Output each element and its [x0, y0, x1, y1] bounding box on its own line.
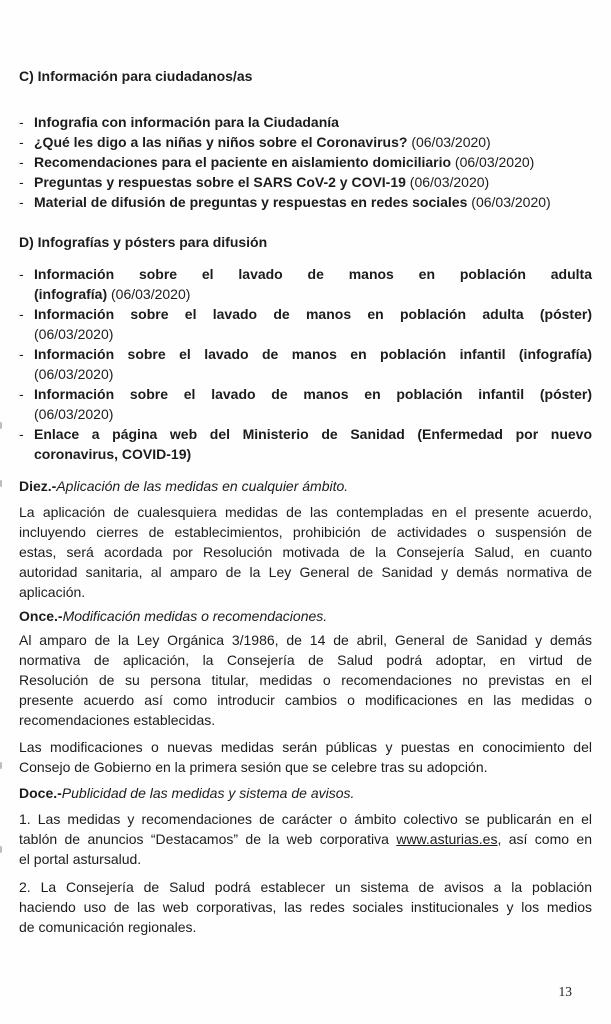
- text-segment: Información sobre el lavado de manos en población infantil (infografía): [34, 346, 592, 362]
- bullet-dash: -: [19, 386, 24, 402]
- bullet-dash: -: [19, 194, 24, 210]
- text-segment: Material de difusión de preguntas y respuestas en redes sociales: [34, 194, 468, 210]
- text-segment: Consejo de Gobierno en la primera sesión que se celebre tras su adopción.: [19, 759, 488, 775]
- scan-artifact: [0, 480, 2, 487]
- text-segment: tablón de anuncios “Destacamos” de la web corporativa: [19, 831, 397, 847]
- text-segment: (06/03/2020): [34, 366, 114, 382]
- bullet-dash: -: [19, 134, 24, 150]
- text-segment: , así como en: [497, 831, 592, 847]
- once-paragraph-1: [19, 630, 592, 730]
- bullet-dash: -: [19, 154, 24, 170]
- list-item: [19, 384, 592, 424]
- text-line: [34, 364, 592, 384]
- text-line: [19, 522, 592, 542]
- text-segment: autoridad sanitaria, al amparo de la Ley General de Sanidad y demás normativa de: [19, 564, 592, 580]
- text-line: [19, 542, 592, 562]
- text-line: [19, 829, 592, 849]
- bullet-dash: -: [19, 426, 24, 442]
- list-item: [19, 172, 592, 192]
- list-item: [19, 192, 592, 212]
- text-segment: Diez.-: [19, 478, 57, 494]
- text-line: [19, 232, 592, 252]
- diez-paragraph: [19, 502, 592, 602]
- doce-paragraph-1: [19, 809, 592, 869]
- text-segment: (06/03/2020): [407, 134, 491, 150]
- text-line: [19, 897, 592, 917]
- text-segment: normativa de aplicación, la Consejería de Salud podrá adoptar, en virtud de: [19, 652, 592, 668]
- asturias-link[interactable]: www.asturias.es: [396, 831, 498, 847]
- list-item: [19, 304, 592, 344]
- list-item: [19, 264, 592, 304]
- text-line: [34, 112, 592, 132]
- text-line: [19, 757, 592, 777]
- text-line: [19, 502, 592, 522]
- text-line: [19, 606, 592, 626]
- text-segment: Infografia con información para la Ciudadanía: [34, 114, 339, 130]
- text-line: [19, 562, 592, 582]
- text-segment: presente acuerdo así como introducir cambios o modificaciones en las medidas o: [19, 692, 592, 708]
- text-segment: D) Infografías y pósters para difusión: [19, 234, 268, 250]
- text-segment: 1. Las medidas y recomendaciones de carácter o ámbito colectivo se publicarán en el: [19, 811, 592, 827]
- list-item: [19, 424, 592, 464]
- doce-heading: [19, 783, 592, 803]
- text-line: [19, 917, 592, 937]
- list-item: [19, 132, 592, 152]
- section-d-heading: [19, 232, 592, 252]
- text-line: [19, 737, 592, 757]
- text-segment: coronavirus, COVID-19): [34, 446, 192, 462]
- text-line: [19, 670, 592, 690]
- text-line: [19, 809, 592, 829]
- scan-artifact: [0, 422, 2, 429]
- doce-paragraph-2: [19, 877, 592, 937]
- text-segment: (06/03/2020): [34, 406, 114, 422]
- text-line: [19, 650, 592, 670]
- text-segment: Información sobre el lavado de manos en población adulta (póster): [34, 306, 592, 322]
- bullet-dash: -: [19, 174, 24, 190]
- text-line: [34, 192, 592, 212]
- scan-artifact: [0, 846, 2, 853]
- text-segment: La aplicación de cualesquiera medidas de las contempladas en el presente acuerdo,: [19, 504, 592, 520]
- text-line: [34, 264, 592, 284]
- text-segment: de comunicación regionales.: [19, 919, 197, 935]
- text-segment: incluyendo cierres de establecimientos, prohibición de actividades o suspensión de: [19, 524, 592, 540]
- text-line: [19, 783, 592, 803]
- text-segment: Las modificaciones o nuevas medidas serán públicas y puestas en conocimiento del: [19, 739, 592, 755]
- text-line: [19, 630, 592, 650]
- page-number: 13: [558, 984, 572, 999]
- bullet-dash: -: [19, 306, 24, 322]
- text-line: [34, 284, 592, 304]
- text-segment: Enlace a página web del Ministerio de Sanidad (Enfermedad por nuevo: [34, 426, 592, 442]
- text-segment: (06/03/2020): [467, 194, 551, 210]
- text-segment: Once.-: [19, 608, 63, 624]
- list-item: [19, 152, 592, 172]
- text-segment: Información sobre el lavado de manos en población adulta: [34, 266, 592, 282]
- page-content: [19, 66, 592, 937]
- text-segment: Preguntas y respuestas sobre el SARS CoV-2 y COVI-19: [34, 174, 406, 190]
- text-line: [19, 66, 592, 86]
- text-line: [34, 344, 592, 364]
- text-line: [34, 324, 592, 344]
- diez-heading: [19, 476, 592, 496]
- text-segment: Recomendaciones para el paciente en aislamiento domiciliario: [34, 154, 452, 170]
- once-paragraph-2: [19, 737, 592, 777]
- list-item: [19, 344, 592, 384]
- list-item: [19, 112, 592, 132]
- text-segment: (06/03/2020): [451, 154, 535, 170]
- text-line: [34, 384, 592, 404]
- text-segment: 2. La Consejería de Salud podrá establecer un sistema de avisos a la población: [19, 879, 592, 895]
- text-segment: aplicación.: [19, 584, 86, 600]
- text-line: [19, 690, 592, 710]
- text-line: [19, 710, 592, 730]
- text-segment: Aplicación de las medidas en cualquier ámbito.: [56, 478, 349, 494]
- text-segment: Información sobre el lavado de manos en población infantil (póster): [34, 386, 592, 402]
- text-line: [19, 849, 592, 869]
- bullet-dash: -: [19, 346, 24, 362]
- bullet-dash: -: [19, 266, 24, 282]
- text-segment: Doce.-: [19, 785, 62, 801]
- text-line: [34, 444, 592, 464]
- text-segment: ¿Qué les digo a las niñas y niños sobre el Coronavirus?: [34, 134, 408, 150]
- section-c-heading: [19, 66, 592, 86]
- text-segment: C) Información para ciudadanos/as: [19, 68, 253, 84]
- text-segment: Modificación medidas o recomendaciones.: [62, 608, 328, 624]
- text-line: [34, 132, 592, 152]
- text-segment: (infografía): [34, 286, 108, 302]
- text-segment: Al amparo de la Ley Orgánica 3/1986, de 14 de abril, General de Sanidad y demás: [19, 632, 592, 648]
- scan-artifact: [0, 762, 2, 769]
- text-segment: recomendaciones establecidas.: [19, 712, 216, 728]
- text-line: [19, 476, 592, 496]
- text-line: [19, 877, 592, 897]
- once-heading: [19, 606, 592, 626]
- text-line: [34, 404, 592, 424]
- text-segment: haciendo uso de las web corporativas, las redes sociales institucionales y los medios: [19, 899, 592, 915]
- text-line: [34, 152, 592, 172]
- bullet-dash: -: [19, 114, 24, 130]
- section-d-list: [19, 264, 592, 464]
- text-segment: (06/03/2020): [107, 286, 191, 302]
- text-segment: estas, será acordada por Resolución motivada de la Consejería Salud, en cuanto: [19, 544, 592, 560]
- text-segment: Publicidad de las medidas y sistema de avisos.: [61, 785, 355, 801]
- text-segment: el portal astursalud.: [19, 851, 142, 867]
- text-segment: (06/03/2020): [405, 174, 490, 190]
- text-segment: Resolución de su persona titular, medidas o recomendaciones no previstas en el: [19, 672, 592, 688]
- section-c-list: [19, 112, 592, 212]
- text-segment: (06/03/2020): [34, 326, 114, 342]
- text-line: [34, 424, 592, 444]
- text-line: [34, 172, 592, 192]
- text-line: [34, 304, 592, 324]
- text-line: [19, 582, 592, 602]
